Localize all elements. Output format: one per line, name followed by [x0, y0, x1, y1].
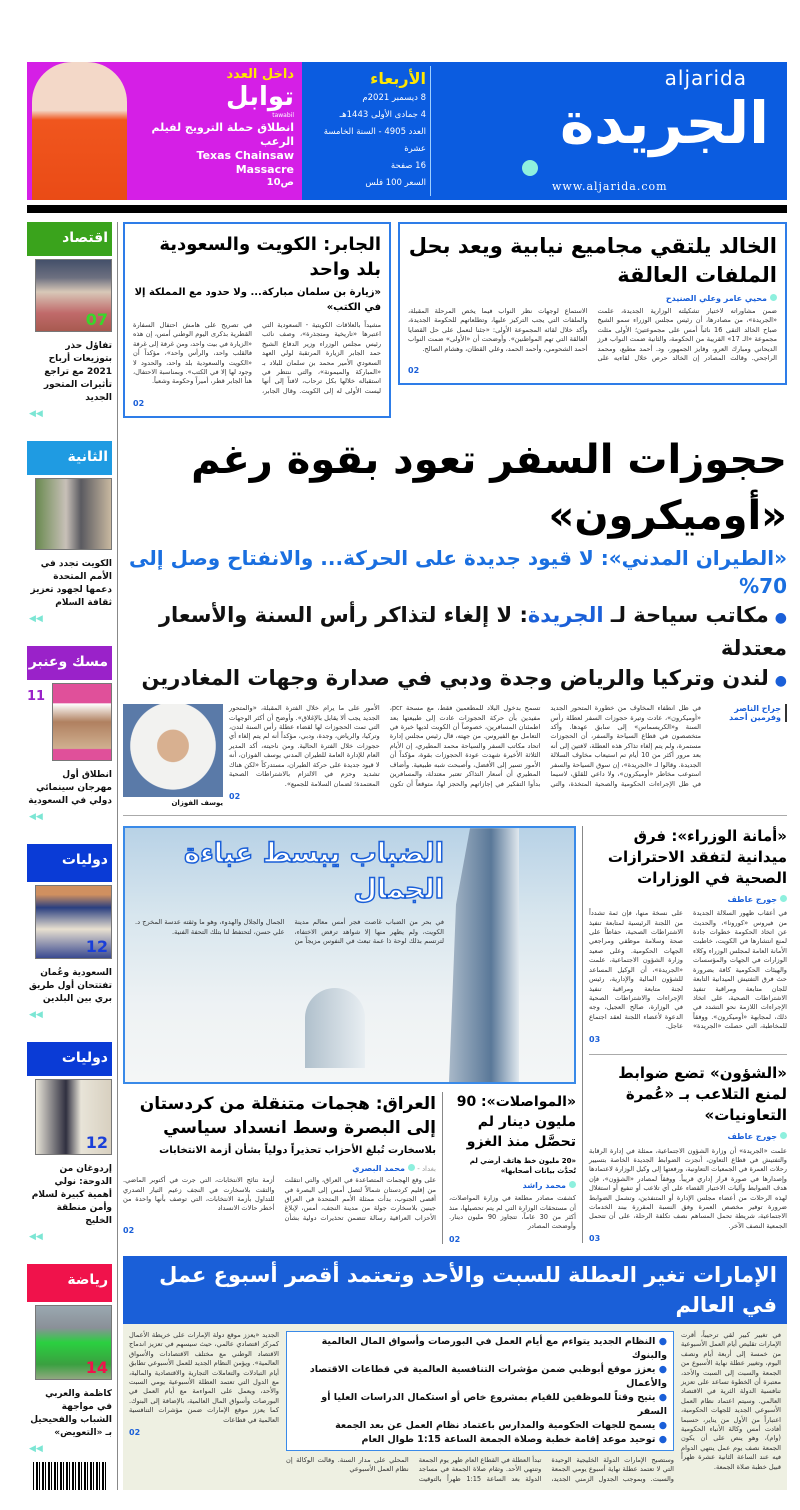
- lead-body-wrap: [229, 704, 701, 801]
- content: [117, 222, 787, 1490]
- bullet-text: مكاتب سياحة لـ: [610, 603, 769, 628]
- highlight: ● توحيد موعد إقامة خطبة وصلاة الجمعة الساعة 1:15 طوال العام: [361, 1433, 667, 1445]
- middle-row: [123, 826, 787, 1244]
- byline-place: بغداد -: [417, 1165, 436, 1174]
- promo-film: Texas Chainsaw Massacre: [196, 149, 294, 176]
- article-body: علمت «الجريدة» أن وزارة الشؤون الاجتماعية، ممثلة في إدارة الرقابة والتفتيش في قطاع التعاون، أنجزت الضوابط الجديدة الخاصة بتسيير رحلات العمرة في الجمعيات التعاونية، ورفعتها إلى وكيل الوزارة لاعتمادها وإصدارها في صورة قرار إداري قريباً. ووفقاً لمصادر «الشؤون»، فإن هدف الضوابط وآليات الاختيار القضاء على أي تلاعب أو تنفيع أو استغلال لهذه الرحلات من أعضاء مجلس الإدارة أو المتنفذين، وتشمل الضوابط ضرورة توفير مخصص العمرة وفق النسبة المقررة ببند الخدمات الاجتماعية، شريطة تحمل المساهم نصف تكلفة الرحلة، على أن تتحمل الجمعية النصف الآخر.: [589, 1146, 787, 1230]
- page-number: 07: [85, 310, 108, 329]
- page-ref[interactable]: 02: [408, 366, 420, 376]
- lead-subhead: «الطيران المدني»: لا قيود جديدة على الحركة... والانفتاح وصل إلى 70%: [129, 546, 787, 599]
- highlight-text: النظام الجديد يتواءم مع أيام العمل في البورصات وأسواق المال العالمية والبنوك: [321, 1335, 667, 1361]
- promo-page: ص10: [266, 177, 294, 188]
- sidebar-title[interactable]: إردوغان من الدوحة: نولي أهمية كبيرة لسلام وأمن منطقة الخليج: [31, 1164, 112, 1226]
- arrow-icon: ◀◀: [29, 614, 43, 624]
- lead-body-row: [123, 704, 787, 816]
- promo-banner[interactable]: [27, 62, 302, 200]
- arrow-icon: ◀◀: [29, 409, 43, 419]
- sidebar-section-international[interactable]: دوليات: [27, 844, 112, 882]
- promo-photo: [32, 62, 127, 200]
- promo-section-en: tawabil: [272, 112, 294, 119]
- photo-caption: يوسف الفوزان: [171, 799, 223, 808]
- subhead: «20 مليون خط هاتف أرضي لم تُحدَّث بيانات أصحابها»: [469, 1157, 576, 1176]
- logo-dot: [522, 160, 538, 176]
- highlight-text: يتيح وقتاً للموظفين للقيام بمشروع خاص أو استكمال الدراسات العليا أو السفر: [321, 1391, 667, 1417]
- main-area: [27, 222, 787, 1490]
- bottom-articles: [123, 1092, 576, 1244]
- subhead: «زيارة بن سلمان مباركة... ولا حدود مع المملكة إلا في الكتب»: [134, 287, 381, 313]
- sidebar-section-musk[interactable]: مسك وعنبر: [27, 646, 112, 680]
- highlight-text: يسمح للجهات الحكومية والمدارس باعتماد نظام العمل عن بعد الجمعة: [335, 1419, 656, 1431]
- article-body: في تغيير كبير لقي ترحيباً، أقرت الإمارات تقليص أيام العمل الأسبوعية من خمسة إلى أربعة أيام ونصف اليوم، وتغيير عطلة نهاية الأسبوع من الجمعة والسبت إلى السبت والأحد، معتبرة أن الخطوة تساعد على تعزيز تنافسية الدولة الثرية في الاقتصاد العالمي. وسيتم اعتماد نظام العمل الأسبوعي الجديد للجهات الحكومية، اعتباراً من الأول من يناير، حسبما أفادت أمس وكالة الأنباء الحكومية (وام)، وهو ينص على أن يكون الجمعة نصف يوم عمل ينتهي الدوام فيه عند الساعة الثانية عشرة ظهراً قبيل خطبة صلاة الجمعة.: [681, 1330, 781, 1471]
- page-ref[interactable]: 02: [229, 791, 241, 801]
- divider: [430, 66, 431, 196]
- sidebar: [27, 222, 112, 1490]
- highlight: ● يسمح للجهات الحكومية والمدارس باعتماد نظام العمل عن بعد الجمعة: [335, 1419, 667, 1431]
- article-ministers[interactable]: [589, 826, 787, 1043]
- page-ref[interactable]: 03: [589, 1234, 601, 1244]
- weekday: الأربعاء: [370, 69, 426, 88]
- byline: جورج عاطف: [589, 1132, 787, 1141]
- article-body: الجديد «يعزز موقع دولة الإمارات على خريطة الأعمال كمركز اقتصادي عالمي، حيث سيسهم في تعزيز اندماج الاقتصاد الوطني مع مختلف الاقتصادات والأسواق العالمية». ويؤمن النظام الجديد للعمل الأسبوعي تطابق أيام التبادلات والتعاملات التجارية والاقتصادية والمالية، مع الدول التي تعتمد العطلة الأسبوعية يومي السبت والأحد، ويعمل على المواءمة مع أيام العمل في البورصات وأسواق المال العالمية، بالإضافة إلى البنوك. كما يعزز موقع الإمارات ضمن مؤشرات التنافسية العالمية في قطاعات: [129, 1330, 279, 1424]
- page-ref[interactable]: 02: [129, 1427, 141, 1437]
- article-khalid[interactable]: [398, 222, 787, 385]
- fog-feature[interactable]: [123, 826, 576, 1084]
- article-body: على وقع الهجمات المتصاعدة في العراق، والتي انتقلت من إقليم كردستان شمالاً لتصل أمس إلى البصرة في أقصى الجنوب، بدأت ممثلة الأمم المتحدة في العراق جينين بلاسخارت جولة من مدينة النجف، أمس، لإبلاغ الأحزاب العراقية رسالة تتضمن تحذيرات دولية بشأن أزمة نتائج الانتخابات، التي جرت في أكتوبر الماضي. والتقت بلاسخارت في النجف زعيم التيار الصدري للتداول بأزمة الانتخابات، التي توصف بأنها واحدة من أخطر حالات الانسداد: [123, 1176, 436, 1222]
- byline: محيي عامر وعلي الصنيدح: [408, 294, 777, 303]
- byline: محمد راشد: [449, 1181, 576, 1190]
- barcode: [33, 1462, 108, 1490]
- highlights-box: [286, 1331, 674, 1451]
- portrait: [123, 704, 223, 807]
- headline: «الشؤون» تضع ضوابط لمنع التلاعب بـ «عُمرة التعاونيات»: [618, 1063, 787, 1124]
- middle-right: [582, 826, 787, 1243]
- page-ref[interactable]: 02: [133, 399, 145, 409]
- issue-number: العدد 4905 - السنة الخامسة عشرة: [323, 127, 426, 154]
- sidebar-section-international[interactable]: دوليات: [27, 1042, 112, 1076]
- sidebar-title[interactable]: تفاؤل حذر بتوزيعات أرباح 2021 مع تراجع تأثيرات المتحور الجديد: [43, 341, 112, 403]
- uae-columns: [123, 1324, 787, 1484]
- logo: الجريدة: [559, 89, 769, 157]
- sidebar-photo[interactable]: [52, 683, 112, 761]
- article-body: مشيداً بالعلاقات الكويتية - السعودية التي اعتبرها «تاريخية ومتجذرة»، وصف نائب رئيس مجلس الوزراء وزير الدفاع الشيخ حمد الجابر الزيارة المرتقبة لولي العهد السعودي الأمير محمد بن سلمان للبلاد بـ «المباركة والميمونة»، والتي ننتظر في استقباله خلالها بكل ترحاب، لافتاً إلى أنها ليست الأولى له إلى الكويت. وقال الجابر، في تصريح على هامش احتفال السفارة القطرية بذكرى اليوم الوطني أمس، إن هذه «الزيارة في بيت واحد، ومن غرفة إلى غرفة فالقلب واحد، والرأس واحد»، مؤكداً أن «الكويت والسعودية بلد واحد، والحدود لا وجود لها إلا في الكتب». وبمناسبة الاحتفال، هنأ الجابر قطر، أميراً وحكومة وشعباً.: [133, 321, 381, 395]
- tower-image: [305, 988, 365, 1068]
- sidebar-section-second[interactable]: الثانية: [27, 441, 112, 475]
- headline: «أمانة الوزراء»: فرق ميدانية لتفقد الاحترازات الصحية في الوزارات: [607, 827, 787, 888]
- sidebar-photo[interactable]: [35, 1079, 112, 1155]
- price: السعر 100 فلس: [365, 178, 426, 188]
- byline: جورج عاطف: [589, 895, 787, 904]
- promo-section: توابل: [226, 82, 294, 112]
- header-rule: [27, 205, 787, 213]
- brand-inline: الجريدة: [527, 603, 604, 628]
- website-url[interactable]: www.aljarida.com: [552, 180, 668, 193]
- arrow-icon: ◀◀: [29, 812, 43, 822]
- fog-headline: الضباب يبسط عباءة الجمال: [184, 838, 444, 906]
- headline: «المواصلات»: 90 مليون دينار لم تحصَّل منذ الغزو: [456, 1094, 576, 1151]
- sidebar-section-sports[interactable]: رياضة: [27, 1264, 112, 1302]
- bullet-text: : لا إلغاء لتذاكر رأس السنة والأسعار معتدلة: [158, 603, 787, 661]
- lead-bullet: [123, 600, 787, 663]
- highlight: ● يتيح وقتاً للموظفين للقيام بمشروع خاص أو استكمال الدراسات العليا أو السفر: [321, 1391, 667, 1417]
- page-number: 11: [27, 689, 46, 704]
- lead-body: في ظل انطفاء المخاوف من خطورة المتحور الجديد «أوميكرون»، عادت وتيرة حجوزات السفر لعطلة رأس السنة و«الكريسماس» إلى سابق عهدها. وأكد متخصصون في قطاع السياحة والسفر، أن الحجوزات مستمرة، ولم يتم إلغاء تذاكر هذه العطلة، لافتين إلى أنه بعد مرور أكثر من 10 أيام تم استيعاب مخاوف السلالة الجديدة. وقالوا لـ «الجريدة»، إن سوق السياحة والسفر استوعب مخاطر «أوميكرون»، ولا داعي للقلق، لاسيما في ظل الإجراءات الحكومية والصحية المتخذة، والتي تسمح بدخول البلاد للمطعمين فقط، مع مسحة pcr، مفيدين بأن حركة الحجوزات عادت إلى طبيعتها بعد اطمئنان المسافرين، خصوصاً أن الكويت لديها خبرة في التعامل مع الفيروس. من جهته، قال رئيس مجلس إدارة اتحاد مكاتب السفر والسياحة محمد المطيري، إن الأيام الثلاثة الأخيرة شهدت عودة الحجوزات بقوة، مؤكداً أن الأمور تسير إلى الأفضل، وأصبحت شبه طبيعية. وأضاف المطيري أن أسعار التذاكر تعتبر معتدلة، والمسافرين بدأوا التفكير في إجازاتهم والحجز لها، متوقعاً أن تكون الأمور على ما يرام خلال الفترة المقبلة، «والمتحور الجديد يجب ألا يقابل بالإغلاق». وأوضح أن أكثر الوجهات التي تمت الحجوزات لها لقضاء عطلة رأس السنة لندن، وتركيا، والرياض، وجدة، ودبي، مؤكداً أنه لم يتم إلغاء أي حجوزات خلال الفترة الحالية. ومن ناحيته، أكد المدير العام للإدارة العامة للطيران المدني يوسف الفوزان، أنه لا قيود جديدة على حركة الطيران، مستدركاً «لكن هناك تشديد وحزم في الالتزام بالاشتراطات الصحية المعتمدة؛ لضمان السلامة للجميع».: [229, 704, 701, 788]
- top-row: [123, 222, 787, 418]
- headline: الإمارات تغير العطلة للسبت والأحد وتعتمد أقصر أسبوع عمل في العالم: [123, 1256, 787, 1324]
- highlight-text: توحيد موعد إقامة خطبة وصلاة الجمعة الساعة 1:15 طوال العام: [361, 1433, 656, 1445]
- promo-inside: داخل العدد: [226, 67, 294, 82]
- issue-info: [308, 68, 426, 192]
- highlight: ● يعزز موقع أبوظبي ضمن مؤشرات التنافسية العالمية في قطاعات الاقتصاد والأعمال: [309, 1363, 667, 1389]
- date-gregorian: 8 ديسمبر 2021م: [362, 93, 426, 103]
- article-uae[interactable]: [123, 1256, 787, 1490]
- article-affairs[interactable]: [589, 1054, 787, 1244]
- subhead: بلاسخارت تُبلغ الأحزاب تحذيراً دولياً بشأن أزمة الانتخابات: [159, 1145, 436, 1157]
- fog-body: في بحر من الضباب غاصت فجر أمس معالم مدينة الكويت، ولم يظهر منها إلا شواهد ترفض الاختفاء، لترتسم بذلك لوحة ذا عمة تبعث في النفوس مزيجاً من الجمال والجلال والهدوء، وهو ما وثقته عدسة المخرج د. علي حسن، لتحتفظ لنا بتلك التحفة الفنية.: [135, 918, 444, 946]
- article-transport[interactable]: [442, 1092, 576, 1244]
- lead-headline: حجوزات السفر تعود بقوة رغم «أوميكرون»: [191, 437, 787, 540]
- article-body: ضمن مشاوراته لاختيار تشكيلته الوزارية الجديدة، علمت «الجريدة»، من مصادرها، أن رئيس مجلس الوزراء سمو الشيخ صباح الخالد التقى 16 نائباً أمس على مجموعتين؛ الأولى مثلت مجموعة «الـ 17» القريبة من الحكومة، والثانية ضمت النواب فرز الديحاني ومبارك العرو، وفايز الجمهور، ود. أحمد مطيع، ومحمد الراجحي. وقالت المصادر إن الخالد حرص خلال لقاءيه على الاستماع لوجهات نظر النواب فيما يخص المرحلة المقبلة، والملفات التي يجب التركيز عليها، وتطلعاتهم للحكومة الجديدة، وأكد خلال لقائه المجموعة الأولى: «جئنا لنعمل على حل القضايا العالقة التي تهم المواطنين». وأوضحت أن «الأولى» ضمت النواب أحمد الشحومي، وأحمد الحمد، وعلي القطان، وهشام الصالح.: [408, 307, 777, 363]
- byline: محمد البصري: [352, 1164, 415, 1173]
- headline: العراق: هجمات متنقلة من كردستان إلى البصرة وسط انسداد سياسي: [139, 1094, 436, 1139]
- logo-latin: aljarida: [664, 66, 747, 90]
- masthead: [302, 62, 787, 200]
- headline: الجابر: الكويت والسعودية بلد واحد: [159, 234, 381, 280]
- sidebar-photo[interactable]: [35, 478, 112, 550]
- byline: جراح الناصر وفرمين أحمد: [707, 704, 787, 722]
- promo-headline: انطلاق حملة الترويج لفيلم الرعب: [151, 121, 294, 148]
- uae-right: [681, 1331, 781, 1472]
- page-ref[interactable]: 02: [123, 1226, 135, 1236]
- highlight-text: يعزز موقع أبوظبي ضمن مؤشرات التنافسية العالمية في قطاعات الاقتصاد والأعمال: [309, 1363, 667, 1389]
- article-jaber[interactable]: [123, 222, 391, 418]
- sidebar-section-economy[interactable]: اقتصاد: [27, 222, 112, 256]
- middle-left: [123, 826, 582, 1244]
- page-count: 16 صفحة: [390, 161, 426, 171]
- sidebar-photo[interactable]: [35, 885, 112, 959]
- sidebar-photo-row: [27, 683, 112, 761]
- sidebar-title[interactable]: السعودية وعُمان تفتتحان أول طريق بري بين البلدين: [28, 968, 112, 1004]
- lead-bullet: ● لندن وتركيا والرياض وجدة ودبي في صدارة وجهات المغادرين: [123, 663, 787, 696]
- uae-middle: [286, 1331, 674, 1484]
- arrow-icon: ◀◀: [29, 1232, 43, 1242]
- sidebar-title[interactable]: كاظمة والعربي في مواجهة الشباب والفحيحيل بـ «التعويض»: [30, 1389, 112, 1438]
- arrow-icon: ◀◀: [29, 1010, 43, 1020]
- article-body: وستصبح الإمارات الدولة الخليجية الوحيدة التي لا تعتمد عطلة نهاية أسبوع يومي الجمعة والسبت. وبموجب الجدول الزمني الجديد، تبدأ العطلة في القطاع العام ظهر يوم الجمعة وتنتهي الأحد. وتقام صلاة الجمعة في مساجد الدولة بعد الساعة 1:15 ظهراً بالتوقيت المحلي على مدار السنة. وقالت الوكالة إن نظام العمل الأسبوعي: [286, 1455, 674, 1483]
- tower-image: [449, 828, 519, 1082]
- uae-left: [129, 1331, 279, 1437]
- page-ref[interactable]: 02: [449, 1234, 461, 1244]
- article-body: في أعقاب ظهور السلالة الجديدة من فيروس «كورونا»، والحديث عن اتخاذ الحكومة خطوات جادة لمنع انتشارها في الكويت، خاطبت الأمانة العامة لمجلس الوزراء وكلاء الوزارات في الجهات والمؤسسات والهيئات الحكومية كافة بضرورة حث فرق التفتيش الميدانية التابعة للجان متابعة ومراقبة تنفيذ الاشتراطات الصحية، على اتخاذ الإجراءات اللازمة نحو التشدد في ذلك، لمجابهة «أوميكرون». ووفقاً للمخاطبة، التي حصلت «الجريدة» على نسخة منها، فإن ثمة تشدداً من اللجنة الرئيسية لمتابعة تنفيذ الاشتراطات الصحية، حفاظاً على صحة وسلامة موظفي ومراجعي الجهات الحكومية. وعلى صعيد وزارة الشؤون الاجتماعية، علمت «الجريدة»، أن الوكيل المساعد للشؤون المالية والإدارية، رئيس لجنة متابعة ومراقبة تنفيذ الإجراءات والاشتراطات الصحية في الوزارة، صالح العجيل، وجه الدعوة لأعضاء اللجنة لعقد اجتماع عاجل.: [589, 909, 787, 1031]
- highlight: ● النظام الجديد يتواءم مع أيام العمل في البورصات وأسواق المال العالمية والبنوك: [321, 1335, 667, 1361]
- page-ref[interactable]: 03: [589, 1034, 601, 1044]
- header: [27, 62, 787, 200]
- sidebar-title[interactable]: الكويت تجدد في الأمم المتحدة دعمها لجهود تعزيز ثقافة السلام: [30, 559, 112, 608]
- portrait-photo: [123, 704, 223, 797]
- page-number: 12: [85, 937, 108, 956]
- arrow-icon: ◀◀: [29, 1444, 43, 1454]
- sidebar-title[interactable]: انطلاق أول مهرجان سينمائي دولي في السعودية: [28, 770, 112, 806]
- sidebar-photo[interactable]: [35, 1305, 112, 1380]
- promo-text: [127, 62, 302, 200]
- headline: الخالد يلتقي مجاميع نيابية ويعد بحل الملفات العالقة: [408, 234, 777, 287]
- page-number: 14: [85, 1358, 108, 1377]
- page-number: 12: [85, 1133, 108, 1152]
- sidebar-photo[interactable]: [35, 259, 112, 332]
- article-iraq[interactable]: [123, 1092, 442, 1235]
- article-body: كشفت مصادر مطلعة في وزارة المواصلات، أن مستحقات الوزارة التي لم يتم تحصيلها، منذ أكثر من 30 عاماً، تتجاوز 90 مليون دينار. وأوضحت المصادر: [449, 1194, 577, 1231]
- date-hijri: 4 جمادى الأولى 1443هـ: [339, 110, 426, 120]
